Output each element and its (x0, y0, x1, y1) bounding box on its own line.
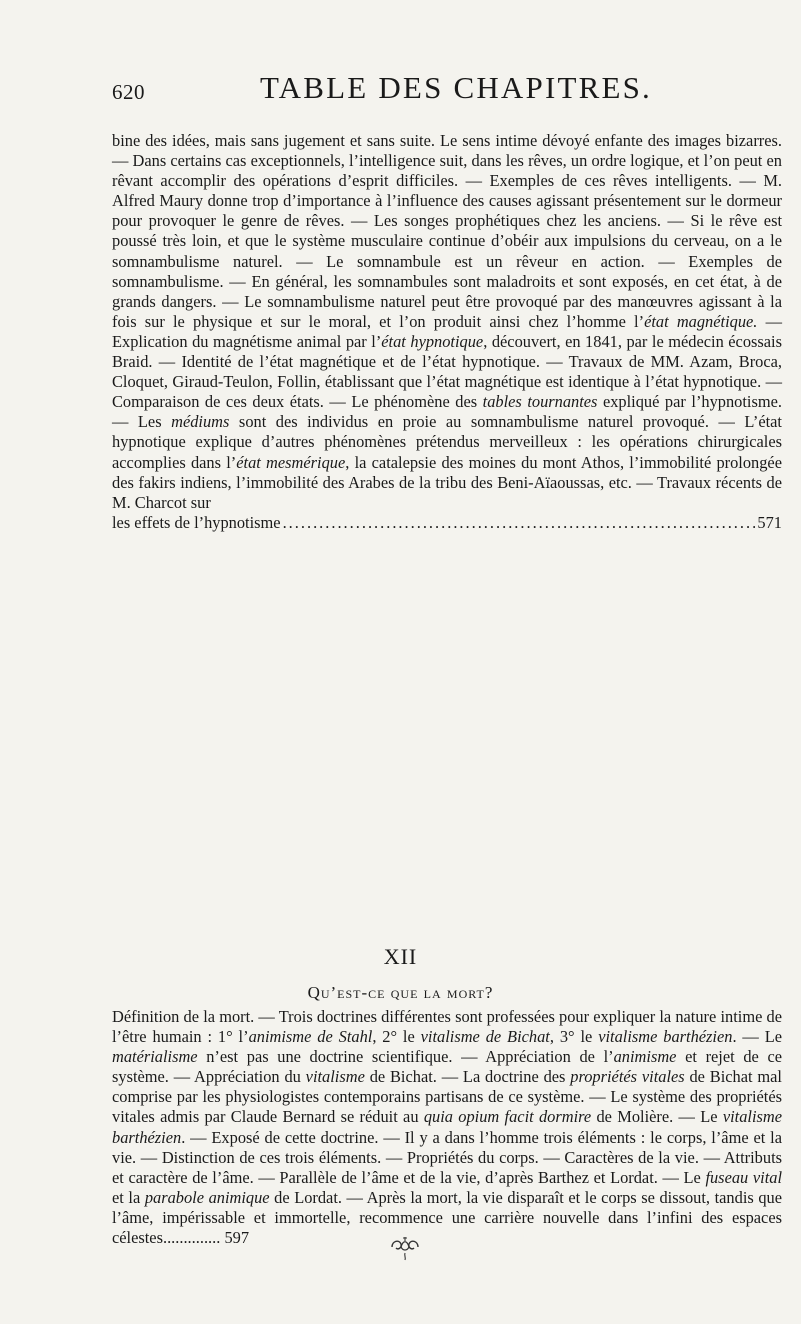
summary-text: de Bichat mal comprise par les physiologistes contemporains partisans de ce système. — Le système des propriétés vitales admis par Claude Bernard se réduit au (112, 1067, 782, 1127)
italic-term: parabole animique (144, 1187, 270, 1207)
dot-leader (283, 513, 756, 533)
chapter-xi-summary (112, 131, 782, 533)
italic-term: animisme (613, 1047, 677, 1067)
italic-term: vitalisme de Bichat (420, 1027, 550, 1047)
page-number: 620 (112, 80, 145, 104)
summary-text: , 2° le (372, 1027, 421, 1047)
summary-text: et rejet de ce système. — Appréciation du (112, 1047, 782, 1087)
dot-leader: .............. (162, 1228, 225, 1248)
page-header (112, 70, 782, 120)
italic-term: état magnétique. (644, 311, 758, 331)
italic-term: animisme de Stahl (248, 1027, 373, 1047)
chapter-number: XII (383, 944, 418, 969)
summary-text: Définition de la mort. — Trois doctrines différentes sont professées pour expliquer la nature intime de l’être humain : 1° l’ (112, 1007, 782, 1047)
italic-term: vitalisme (305, 1067, 365, 1087)
summary-text: de Molière. — Le (591, 1107, 723, 1127)
italic-term: propriétés vitales (570, 1067, 685, 1087)
summary-text: de Bichat. — La doctrine des (364, 1067, 571, 1087)
toc-entry-line (112, 513, 782, 533)
summary-text: n’est pas une doctrine scientifique. — Appréciation de l’ (197, 1047, 614, 1067)
italic-term: état mesmérique (236, 452, 346, 472)
chapter-xii-summary (112, 1007, 782, 1248)
summary-text: — Explication du magnétisme animal par l’ (112, 311, 782, 351)
page-reference: 571 (757, 512, 782, 532)
italic-term: quia opium facit dormire (423, 1107, 592, 1127)
summary-text: , découvert, en 1841, par le médecin écossais Braid. — Identité de l’état magnétique et de l’état hypnotique. — Travaux de MM. Azam, Broca, Cloquet, Giraud-Teulon, Follin, établissant que l’état magnétique est identique à l’état hypnotique. — Comparaison de ces deux états. — Le phénomène des (112, 331, 782, 412)
summary-text: et la (112, 1187, 145, 1207)
summary-text: . — Exposé de cette doctrine. — Il y a dans l’homme trois éléments : le corps, l’âme et la vie. — Distinction de ces trois éléments. — Propriétés du corps. — Caractères de la vie. — Attributs et caractère de l’âme. — Parallèle de l’âme et de la vie, d’après Barthez et Lordat. — Le (112, 1127, 782, 1187)
summary-paragraph (112, 131, 782, 513)
summary-text: , la catalepsie des moines du mont Athos, l’immobilité prolongée des fakirs indiens, l’immobilité des Arabes de la tribu des Beni-Aïaoussas, etc. — Travaux récents de M. Charcot sur (112, 452, 782, 512)
summary-text: . — Le (732, 1027, 782, 1047)
running-title: TABLE DES CHAPITRES. (260, 70, 653, 105)
italic-term: vitalisme barthézien (598, 1027, 733, 1047)
summary-text: de Lordat. — Après la mort, la vie disparaît et le corps se dissout, tandis que l’âme, impérissable et immortelle, recommence une carrière nouvelle dans l’infini des espaces célestes (112, 1187, 782, 1248)
italic-term: médiums (171, 412, 230, 432)
summary-text: expliqué par l’hypnotisme. — Les (112, 392, 782, 432)
summary-text: , 3° le (549, 1027, 599, 1047)
summary-last-line: les effets de l’hypnotisme (112, 512, 281, 532)
chapter-title: Qu’est-ce que la mort? (307, 983, 494, 1002)
fleuron-ornament-icon (388, 1231, 422, 1263)
italic-term: matérialisme (112, 1047, 198, 1067)
summary-text: bine des idées, mais sans jugement et sans suite. Le sens intime dévoyé enfante des images bizarres. — Dans certains cas exceptionnels, l’intelligence suit, dans les rêves, un ordre logique, et l’on peut en rêvant accomplir des opérations d’esprit difficiles. — Exemples de ces rêves intelligents. — M. Alfred Maury donne trop d’importance à l’influence des causes agissant présentement sur le dormeur pour provoquer le genre de rêves. — Les songes prophétiques chez les anciens. — Si le rêve est poussé très loin, et que le système musculaire continue d’obéir aux impulsions du cerveau, on a le somnambulisme naturel. — Le somnambule est un rêveur en action. — Exemples de somnambulisme. — En général, les somnambules sont maladroits et sont exposés, en cet état, à de grands dangers. — Le somnambulisme naturel peut être provoqué par des manœuvres agissant à la fois sur le physique et sur le moral, et l’on produit ainsi chez l’homme l’ (112, 131, 782, 331)
italic-term: état hypnotique (381, 331, 484, 351)
page-reference: 597 (224, 1228, 250, 1248)
italic-term: tables tournantes (482, 392, 598, 412)
italic-term: fuseau vital (705, 1167, 782, 1187)
summary-paragraph (112, 1007, 782, 1248)
italic-term: vitalisme barthézien (112, 1107, 782, 1147)
summary-text: sont des individus en proie au somnambulisme naturel provoqué. — L’état hypnotique explique d’autres phénomènes prétendus merveilleux : les opérations chirurgicales accomplies dans l’ (112, 412, 782, 472)
